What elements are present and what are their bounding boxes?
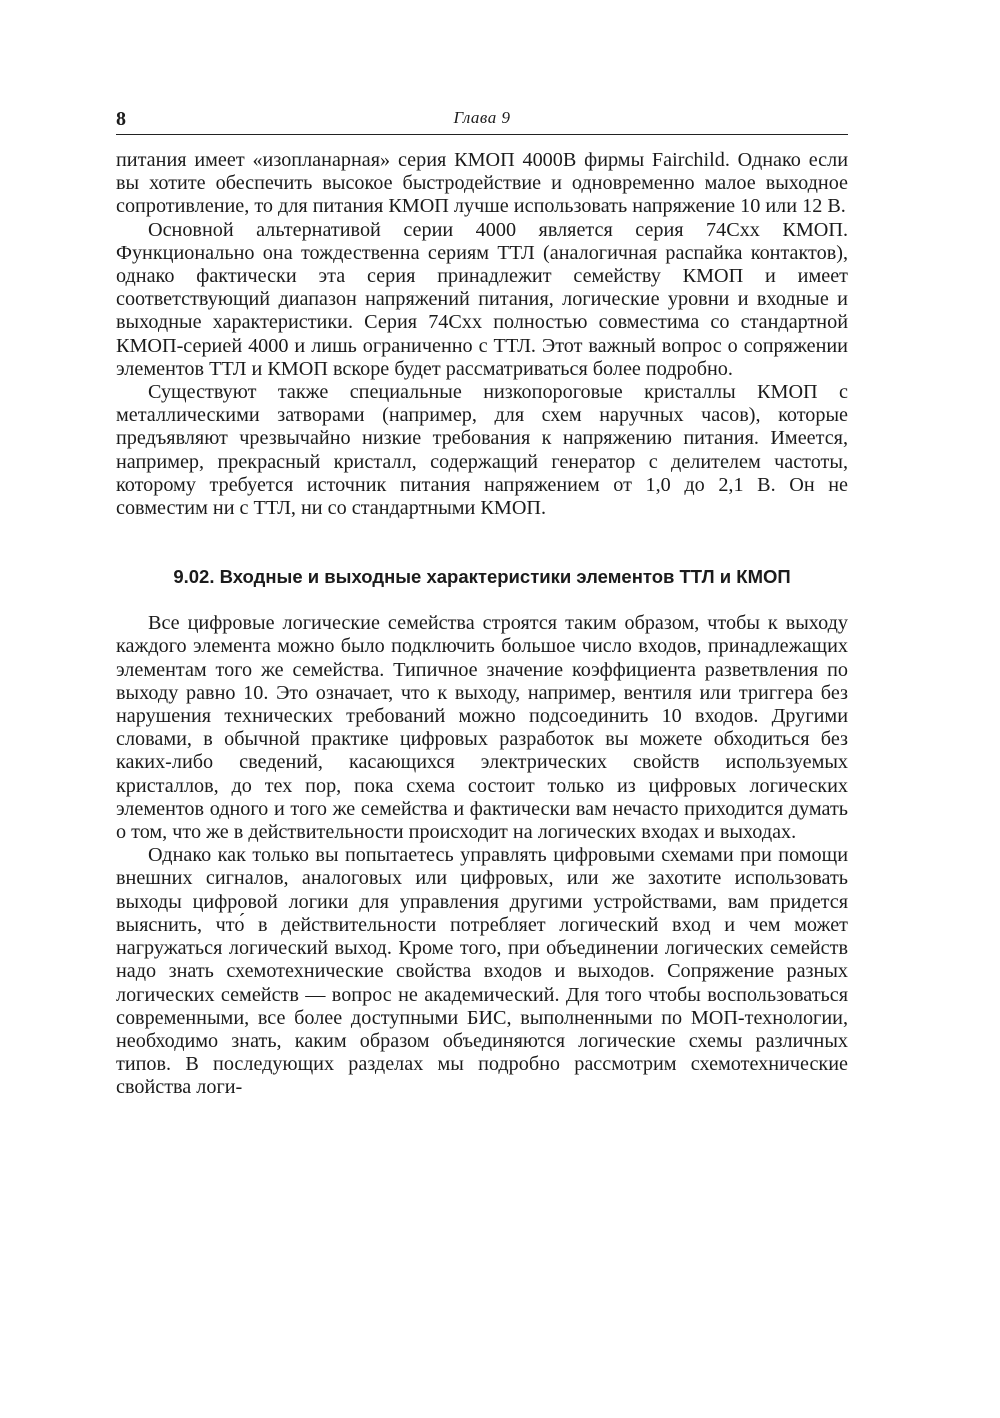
book-page (116, 104, 848, 1100)
section-heading: 9.02. Входные и выходные характеристики элементов ТТЛ и КМОП (173, 566, 791, 588)
page-number: 8 (116, 108, 126, 130)
paragraph: Однако как только вы попытаетесь управлять цифровыми схемами при помощи внешних сигналов, аналоговых или цифровых, или же захотите использовать выходы цифровой логики для управления другими устройствами, вам придется выяснить, что́ в действительности потребляет логический вход и чем может нагружаться логический выход. Кроме того, при объединении логических семейств надо знать схемотехнические свойства входов и выходов. Сопряжение разных логических семейств — вопрос не академический. Для того чтобы воспользоваться современными, все более доступными БИС, выполненными по МОП-технологии, необходимо знать, каким образом объединяются логические схемы различных типов. В последующих разделах мы подробно рассмотрим схемотехнические свойства логи- (116, 844, 848, 1099)
paragraph: Все цифровые логические семейства строятся таким образом, чтобы к выходу каждого элемента можно было подключить большое число входов, принадлежащих элементам того же семейства. Типичное значение коэффициента разветвления по выходу равно 10. Это означает, что к выходу, например, вентиля или триггера без нарушения технических требований можно подсоединить 10 входов. Другими словами, в обычной практике цифровых разработок вы можете обходиться без каких-либо сведений, касающихся электрических свойств используемых кристаллов, до тех пор, пока схема состоит только из цифровых логических элементов одного и того же семейства и фактически вам нечасто приходится думать о том, что же в действительности происходит на логических входах и выходах. (116, 612, 848, 844)
body-text (116, 149, 848, 1100)
paragraph: Существуют также специальные низкопороговые кристаллы КМОП с металлическими затворами (например, для схем наручных часов), которые предъявляют чрезвычайно низкие требования к напряжению питания. Имеется, например, прекрасный кристалл, содержащий генератор с делителем частоты, которому требуется источник питания напряжением от 1,0 до 2,1 В. Он не совместим ни с ТТЛ, ни со стандартными КМОП. (116, 381, 848, 520)
paragraph: Основной альтернативой серии 4000 является серия 74Cxx КМОП. Функционально она тождественна сериям ТТЛ (аналогичная распайка контактов), однако фактически эта серия принадлежит семейству КМОП и имеет соответствующий диапазон напряжений питания, логические уровни и входные и выходные характеристики. Серия 74Cxx полностью совместима со стандартной КМОП-серией 4000 и лишь ограниченно с ТТЛ. Этот важный вопрос о сопряжении элементов ТТЛ и КМОП вскоре будет рассматриваться более подробно. (116, 218, 848, 380)
running-header (116, 104, 848, 135)
paragraph-continued: питания имеет «изопланарная» серия КМОП 4000В фирмы Fairchild. Однако если вы хотите обеспечить высокое быстродействие и одновременно малое выходное сопротивление, то для питания КМОП лучше использовать напряжение 10 или 12 В. (116, 149, 848, 218)
chapter-label: Глава 9 (453, 108, 511, 127)
